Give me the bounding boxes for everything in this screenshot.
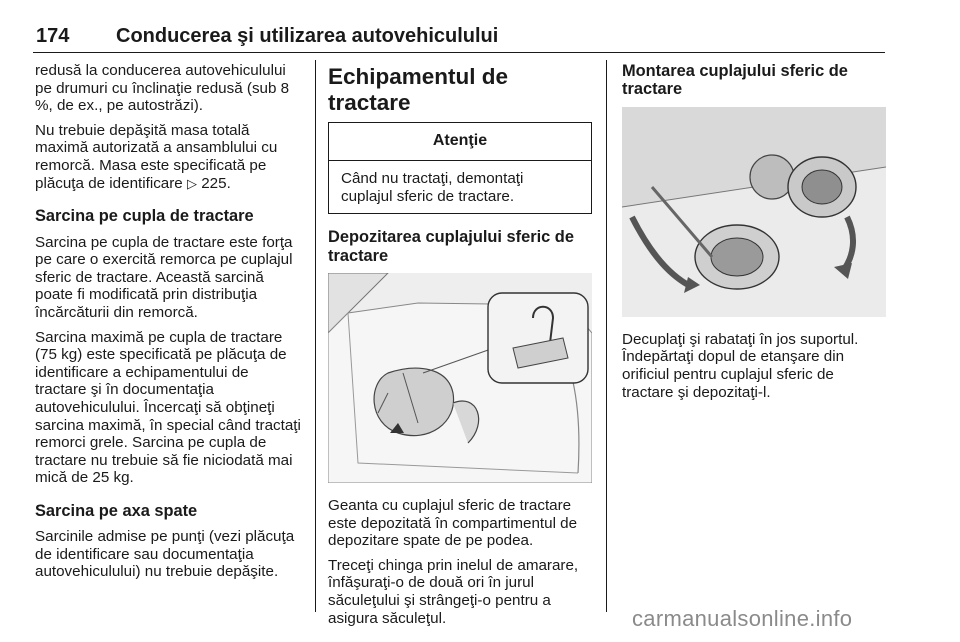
paragraph: Decuplaţi şi rabataţi în jos suportul. Îndepărtaţi dopul de etanşare din orificiul pentru cuplajul sferic de tractare şi depozitaţi-l. [622,330,859,401]
warning-box [328,122,592,214]
section-heading: Sarcina pe axa spate [35,501,198,520]
watermark-text: carmanualsonline.info [632,606,853,631]
page-reference[interactable]: 225. [201,174,231,192]
paragraph: Sarcina maximă pe cupla de tractare (75 kg) este specificată pe plăcuţa de identificare a echipamentului de tractare şi în documentaţia autovehiculului. Încercaţi să obţineţi sarcina maximă, în special când tractaţi remorci grele. Sarcina pe cupla de tractare nu trebuie să fie niciodată mai mică de 25 kg. [35,328,301,487]
section-heading: Depozitarea cuplajului sferic de tractare [328,228,574,265]
section-heading: Montarea cuplajului sferic de tractare [622,62,848,99]
paragraph: Treceţi chinga prin inelul de amarare, înfăşuraţi-o de două ori în jurul săculeţului şi strângeţi-o pentru a asigura săculeţul. [328,556,579,627]
paragraph [35,122,303,192]
paragraph: Sarcina pe cupla de tractare este forţa pe care o exercită remorca pe cuplajul sferic de tractare. Această sarcină poate fi modificată prin distribuţia încărcăturii din remorcă. [35,233,293,321]
paragraph: Sarcinile admise pe punţi (vezi plăcuţa de identificare sau documentaţia autovehiculului) nu trebuie depăşite. [35,528,295,581]
column-divider [315,60,316,612]
arrow-ref-icon: ▷ [187,175,197,191]
column-right [622,62,888,408]
paragraph: redusă la conducerea autovehiculului pe drumuri cu înclinaţie redusă (sub 8 %, de ex., pe autostrăzi). [35,62,290,115]
towbar-storage-illustration [328,273,592,483]
column-left [35,62,303,588]
paragraph-text: Nu trebuie depăşită masa totală maximă autorizată a ansamblului cu remorcă. Masa este specificată pe plăcuţa de identificare [35,121,278,192]
column-divider [606,60,607,612]
column-middle [328,62,592,634]
page-number: 174 [36,25,70,47]
chapter-section-title: Echipamentul de tractare [328,64,509,115]
page-header [33,22,885,53]
warning-text: Când nu tractaţi, demontaţi cuplajul sferic de tractare. [341,170,524,205]
towbar-mounting-illustration [622,107,886,317]
warning-title: Atenţie [329,123,591,161]
paragraph: Geanta cu cuplajul sferic de tractare este depozitată în compartimentul de depozitare spate de pe podea. [328,497,578,550]
section-heading: Sarcina pe cupla de tractare [35,207,254,226]
chapter-title: Conducerea şi utilizarea autovehiculului [116,25,499,47]
